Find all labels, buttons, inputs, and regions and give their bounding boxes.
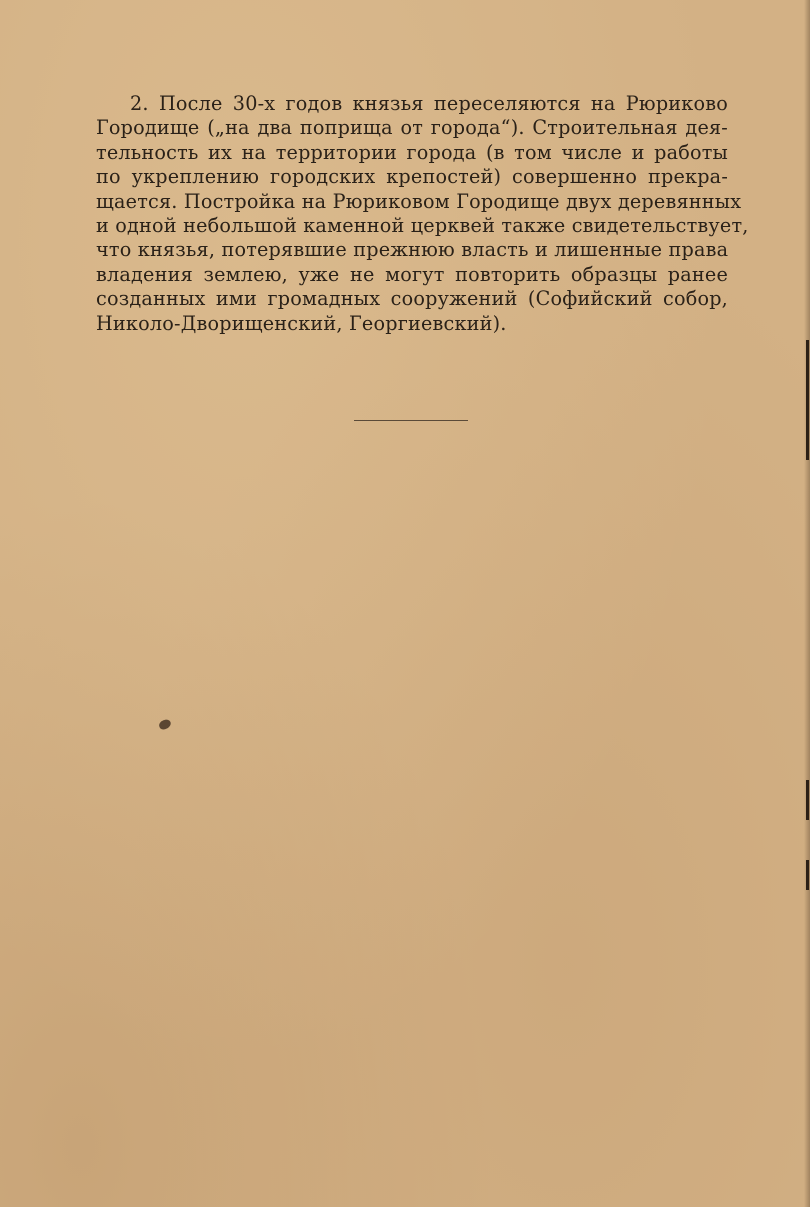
page-edge-shadow — [804, 0, 810, 1207]
ink-speck — [158, 718, 172, 731]
text-line: Николо-Дворищенский, Георгиевский). — [96, 311, 507, 335]
text-line: тельность их на территории города (в том числе и работы — [96, 140, 728, 164]
text-line: владения землею, уже не могут повторить образцы ранее — [96, 262, 728, 286]
text-line: по укреплению городских крепостей) совершенно прекра- — [96, 165, 728, 189]
text-line: что князья, потерявшие прежнюю власть и лишенные права — [96, 238, 729, 262]
text-line: щается. Постройка на Рюриковом Городище двух деревянных — [96, 189, 742, 213]
page-edge-mark — [806, 860, 809, 890]
text-line: Городище („на два поприща от города“). Строительная дея- — [96, 116, 728, 140]
text-line: и одной небольшой каменной церквей также свидетельствует, — [96, 214, 749, 238]
page-edge-mark — [806, 340, 809, 460]
text-line: созданных ими громадных сооружений (Софийский собор, — [96, 287, 728, 311]
section-divider — [354, 420, 468, 421]
page-edge-mark — [806, 780, 809, 820]
text-line: 2. После 30-х годов князья переселяются на Рюриково — [130, 92, 728, 115]
body-paragraph — [96, 92, 749, 336]
